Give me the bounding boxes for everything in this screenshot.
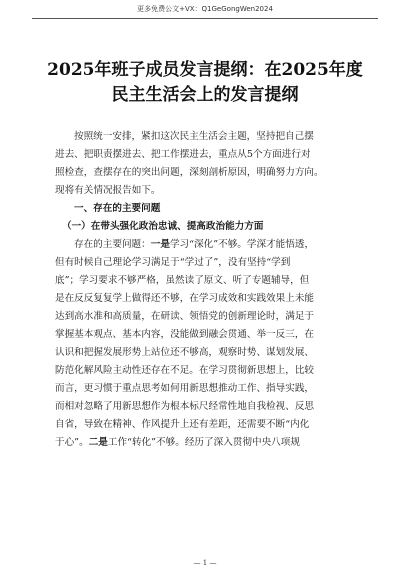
body-line: 而言，更习惯于重点思考如何用新思想推动工作、指导实践， xyxy=(55,383,315,394)
body-line: 而相对忽略了用新思想作为根本标尺经常性地自我检视、反思 xyxy=(55,401,315,412)
page-number: — 1 — xyxy=(193,559,217,567)
body-text: 于心”。 xyxy=(55,437,89,448)
body-line: 但有时候自己理论学习满足于“学过了”，没有坚持“学到 xyxy=(55,257,291,268)
body-line xyxy=(55,236,371,254)
intro-line: 现将有关情况报告如下。 xyxy=(55,185,161,196)
document-body xyxy=(55,128,371,452)
body-text: 学习“深化”不够。学深才能悟透， xyxy=(169,239,315,250)
body-line: 认识和把握发展形势上站位还不够高，观察时势、谋划发展、 xyxy=(55,347,315,358)
body-line: 底”；学习要求不够严格，虽然读了原文、听了专题辅导，但 xyxy=(55,275,310,286)
subsection-heading: （一）在带头强化政治忠诚、提高政治能力方面 xyxy=(62,221,264,232)
body-line: 是在反反复复学上做得还不够，在学习成效和实践效果上未能 xyxy=(55,293,315,304)
point-marker: 一是 xyxy=(150,239,170,250)
body-text: 工作“转化”不够。经历了深入贯彻中央八项规 xyxy=(107,437,300,448)
body-line: 掌握基本观点、基本内容，没能做到融会贯通、举一反三，在 xyxy=(55,329,315,340)
intro-line: 照检查，查摆存在的突出问题，深刻剖析原因，明确努力方向。 xyxy=(55,167,324,178)
intro-line: 进去、把职责摆进去、把工作摆进去，重点从5个方面进行对 xyxy=(55,149,311,160)
title-line-1: 2025年班子成员发言提纲：在2025年度 xyxy=(47,60,363,80)
section-heading: 一、存在的主要问题 xyxy=(74,203,161,214)
body-line: 达到高水准和高质量，在研读、领悟党的创新理论时，满足于 xyxy=(55,311,315,322)
body-line: 防范化解风险主动性还存在不足。在学习贯彻新思想上，比较 xyxy=(55,365,315,376)
document-title xyxy=(0,58,410,108)
header-divider xyxy=(32,18,378,19)
header-note: 更多免费公文+VX：Q1GeGongWen2024 xyxy=(137,5,273,13)
body-line: 自省，导致在精神、作风提升上还有差距，还需要不断“内化 xyxy=(55,419,310,430)
intro-line: 按照统一安排，紧扣这次民主生活会主题，坚持把自己摆 xyxy=(74,131,314,142)
title-line-2: 民主生活会上的发言提纲 xyxy=(111,85,299,105)
body-line xyxy=(55,434,371,452)
body-text: 存在的主要问题： xyxy=(74,239,151,250)
point-marker: 二是 xyxy=(88,437,108,448)
